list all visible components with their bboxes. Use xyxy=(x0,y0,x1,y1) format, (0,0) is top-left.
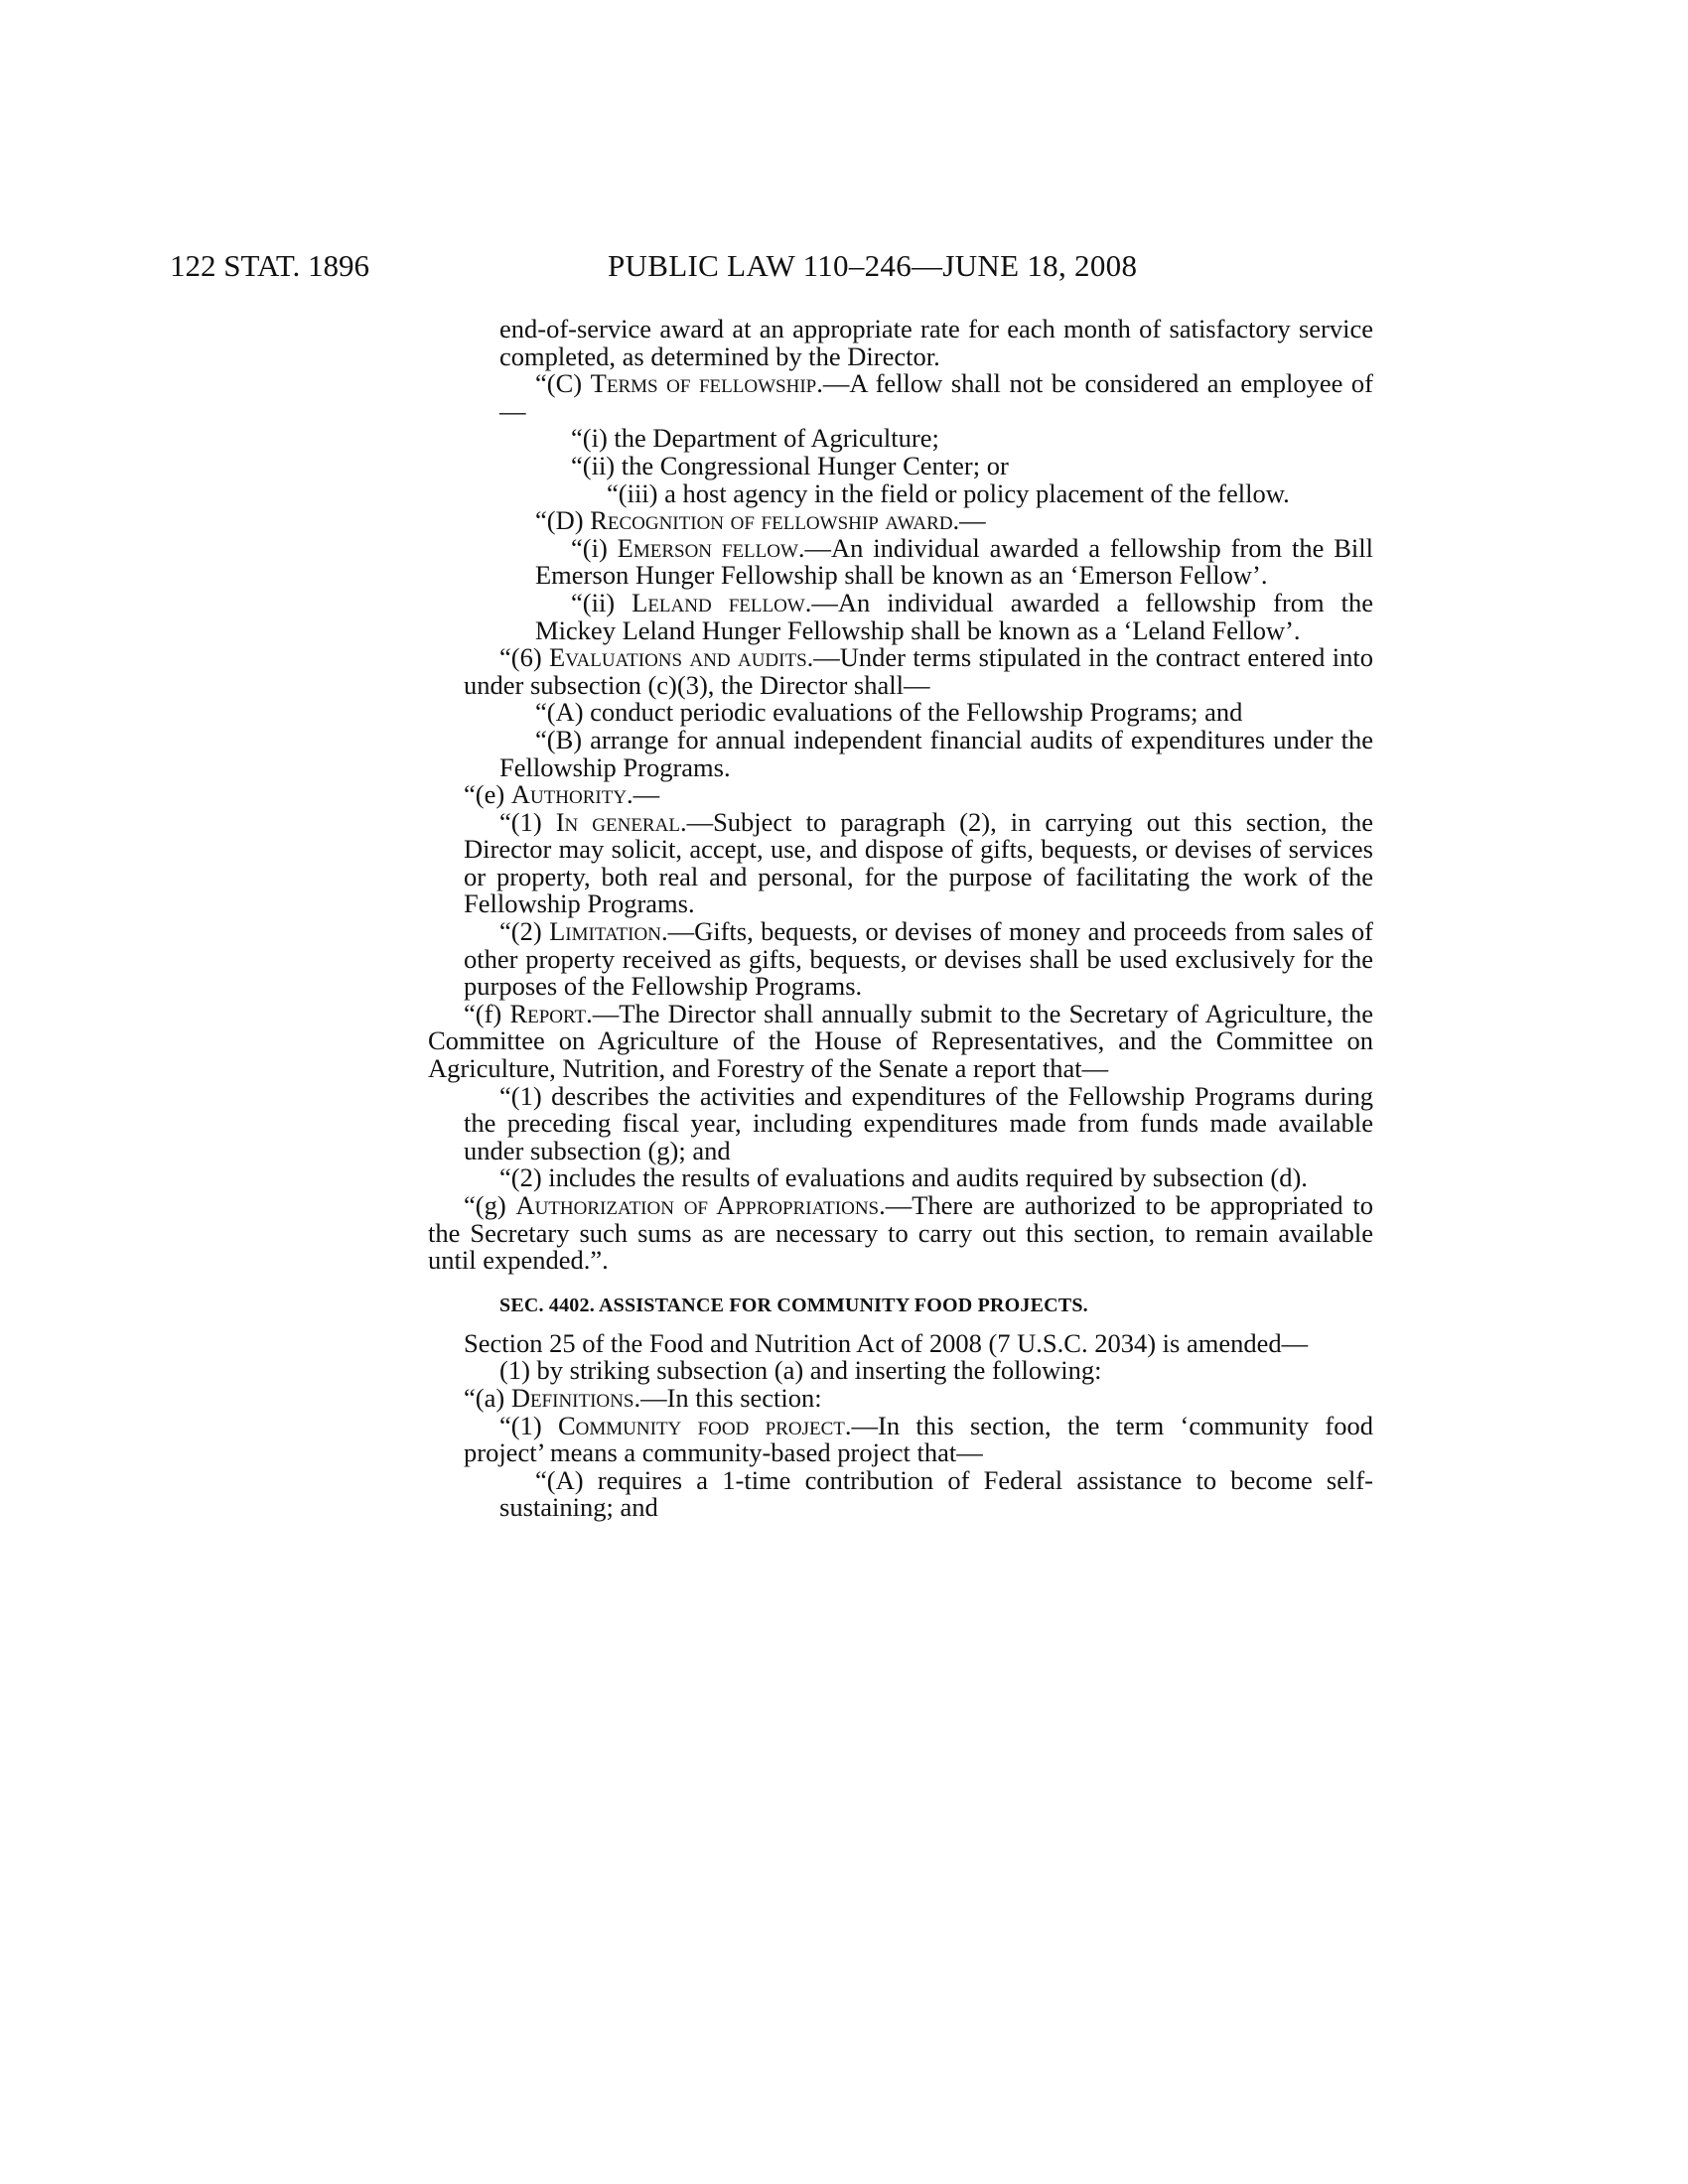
paragraph xyxy=(499,1464,1373,1523)
paragraph xyxy=(571,425,1373,453)
paragraph-text: .— xyxy=(952,505,986,536)
paragraph-text: “(iii) a host agency in the field or policy placement of the fellow. xyxy=(607,478,1290,508)
paragraph-text: “(e) xyxy=(464,779,511,810)
paragraph xyxy=(571,450,1373,480)
provision-caption: In general xyxy=(555,806,680,837)
paragraph-text: .—An individual awarded a fellowship from the Bill Emerson Hunger Fellowship shall be known as an ‘Emerson Fellow’. xyxy=(535,532,1373,591)
paragraph xyxy=(499,370,1373,425)
paragraph-text: “(i) the Department of Agriculture; xyxy=(571,423,939,454)
provision-caption: Terms of fellowship xyxy=(590,368,817,399)
continued-section-text xyxy=(428,314,1374,1276)
provision-caption: Authority xyxy=(510,779,628,810)
paragraph xyxy=(499,480,1373,508)
paragraph-text: “(ii) the Congressional Hunger Center; or xyxy=(571,450,1009,480)
provision-caption: Emerson fellow xyxy=(617,532,798,563)
paragraph xyxy=(464,644,1373,699)
paragraph-text: (1) by striking subsection (a) and inserting the following: xyxy=(499,1355,1102,1386)
paragraph xyxy=(464,918,1373,1001)
provision-caption: Recognition of fellowship award xyxy=(590,505,953,536)
paragraph-text: .—There are authorized to be appropriated to the Secretary such sums as are necessary to carry out this section, to remain available until expended.”. xyxy=(428,1190,1373,1276)
provision-caption: Community food project xyxy=(557,1410,845,1440)
paragraph xyxy=(499,724,1373,782)
paragraph-text: “(ii) xyxy=(571,587,633,617)
paragraph-text: “(1) describes the activities and expenditures of the Fellowship Programs during the preceding fiscal year, including expenditures made from funds made available under subsection (g); and xyxy=(464,1080,1373,1165)
paragraph-text: .—An individual awarded a fellowship from the Mickey Leland Hunger Fellowship shall be known as a ‘Leland Fellow’. xyxy=(535,587,1373,645)
provision-caption: Limitation xyxy=(549,916,661,947)
paragraph xyxy=(464,1410,1373,1468)
paragraph-text: “(C) xyxy=(535,368,591,399)
provision-caption: Report xyxy=(509,998,587,1028)
paragraph xyxy=(535,587,1373,645)
provision-caption: Definitions xyxy=(510,1382,634,1413)
paragraph xyxy=(464,1164,1373,1192)
paragraph xyxy=(428,1192,1373,1275)
paragraph-text: “(D) xyxy=(535,505,591,536)
paragraph-text: .—The Director shall annually submit to the Secretary of Agriculture, the Committee on Agriculture of the House of Representatives, and the Committee on Agriculture, Nutrition, and Forestry of the Senate a report that— xyxy=(428,998,1373,1084)
paragraph-text: “(f) xyxy=(464,998,510,1028)
provision-caption: Authorization of Appropriations xyxy=(515,1190,880,1220)
paragraph-text: Section 25 of the Food and Nutrition Act of 2008 (7 U.S.C. 2034) is amended— xyxy=(464,1327,1309,1358)
paragraph xyxy=(464,806,1374,919)
paragraph xyxy=(428,1327,1373,1358)
paragraph-text: “(2) xyxy=(499,916,550,947)
page-header xyxy=(0,246,1688,286)
paragraph-text: .—Under terms stipulated in the contract entered into under subsection (c)(3), the Director shall— xyxy=(464,642,1373,700)
provision-caption: Evaluations and audits xyxy=(549,642,807,673)
paragraph-text: .—Subject to paragraph (2), in carrying out this section, the Director may solicit, accept, use, and dispose of gifts, bequests, or devises of services or property, both real and personal, for the purpose of facilitating the work of the Fellowship Programs. xyxy=(464,806,1374,919)
paragraph-text: .—Gifts, bequests, or devises of money and proceeds from sales of other property received as gifts, bequests, or devises shall be used exclusively for the purposes of the Fellowship Programs. xyxy=(464,916,1373,1002)
paragraph-text: .—In this section, the term ‘community food project’ means a community-based project that— xyxy=(464,1410,1373,1468)
paragraph-text: .— xyxy=(627,779,660,810)
paragraph xyxy=(499,507,1373,535)
paragraph-text: “(1) xyxy=(499,806,556,837)
paragraph-text: “(A) conduct periodic evaluations of the Fellowship Programs; and xyxy=(535,697,1243,728)
paragraph xyxy=(464,1357,1373,1385)
paragraph xyxy=(535,532,1373,591)
page-reference: 122 STAT. 1896 xyxy=(170,248,370,283)
paragraph-text: “(i) xyxy=(571,532,618,563)
paragraph xyxy=(464,1080,1373,1165)
paragraph-text: .—A fellow shall not be considered an employee of— xyxy=(499,368,1374,426)
paragraph xyxy=(428,998,1373,1084)
paragraph xyxy=(499,316,1373,370)
running-title: PUBLIC LAW 110–246—JUNE 18, 2008 xyxy=(608,248,1138,283)
section-4402-text xyxy=(464,1327,1373,1523)
section-heading: SEC. 4402. ASSISTANCE FOR COMMUNITY FOOD PROJECTS. xyxy=(499,1294,1088,1316)
paragraph-text: “(2) includes the results of evaluations and audits required by subsection (d). xyxy=(499,1162,1308,1193)
paragraph-text: “(1) xyxy=(499,1410,558,1440)
paragraph-text: “(g) xyxy=(464,1190,516,1220)
paragraph xyxy=(464,1382,1373,1413)
paragraph xyxy=(499,699,1373,727)
paragraph-text: end-of-service award at an appropriate rate for each month of satisfactory service completed, as determined by the Director. xyxy=(499,314,1373,371)
paragraph-text: “(B) arrange for annual independent financial audits of expenditures under the Fellowship Programs. xyxy=(499,724,1373,782)
paragraph-text: .—In this section: xyxy=(633,1382,822,1413)
paragraph xyxy=(464,781,1373,809)
provision-caption: Leland fellow xyxy=(632,587,805,617)
paragraph-text: “(a) xyxy=(464,1382,511,1413)
paragraph-text: “(A) requires a 1-time contribution of Federal assistance to become self-sustaining; and xyxy=(499,1464,1373,1523)
paragraph-text: “(6) xyxy=(499,642,550,673)
statute-body xyxy=(428,314,1374,1523)
